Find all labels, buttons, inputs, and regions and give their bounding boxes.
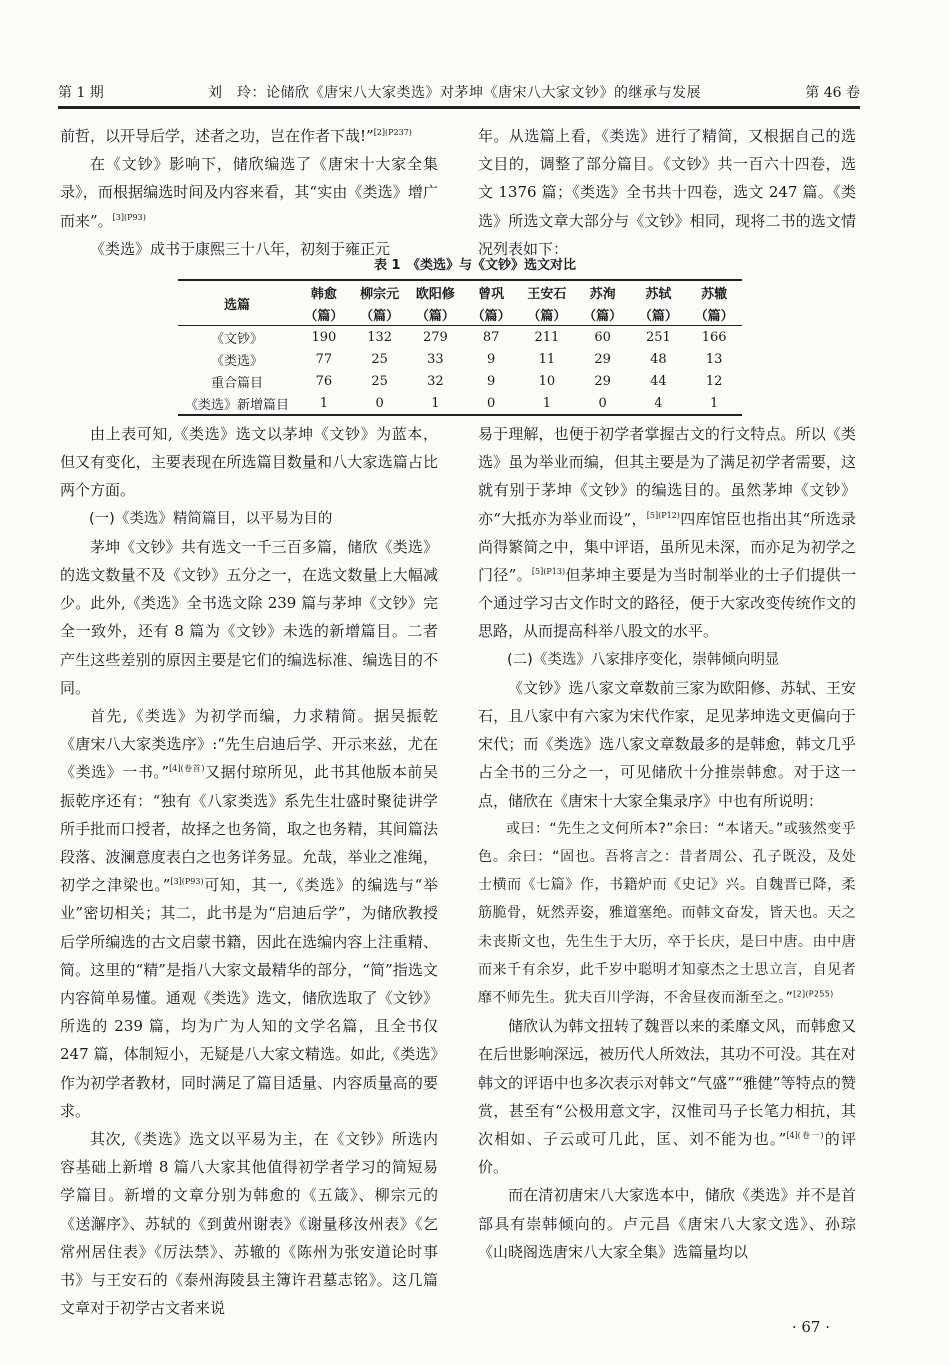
paragraph: 储欣认为韩文扭转了魏晋以来的柔靡文风，而韩愈又在后世影响深远，被历代人所效法，其功不可没。其在对韩文的评语中也多次表示对韩文“气盛”“雅健”等特点的赞赏，甚至有“公极用意文字，汉惟司马子长笔力相抗，其次相如、子云或可几此，匡、刘不能为也。”$^{[4](卷一)}$的评价。 [478, 1017, 856, 1177]
table-cell: 29 [594, 351, 611, 367]
row-label: 《类选》 [210, 353, 263, 369]
author-header: 苏洵 [589, 286, 616, 302]
unit-header: （篇） [686, 303, 742, 326]
running-header [58, 74, 860, 108]
top-left-column [60, 122, 438, 263]
bottom-right-column [478, 420, 856, 1266]
unit-header: （篇） [463, 303, 519, 326]
paragraph: 易于理解，也便于初学者掌握古文的行文特点。所以《类选》虽为举业而编，但其主要是为了满足初学者需要，这就有别于茅坤《文钞》的编选目的。虽然茅坤《文钞》亦“大抵亦为举业而设”，$^{[5](P12)}$四库馆臣也指出其“所选录尚得繁简之中，集中评语，虽所见未深，而亦足为初学之门径”。$^{[5](P13)}$但茅坤主要是为当时制举业的士子们提供一个通过学习古文作时文的路径，便于大家改变传统作文的思路，从而提高科举八股文的水平。 [478, 425, 856, 641]
paragraph: 《类选》成书于康熙三十八年，初刻于雍正元 [90, 239, 391, 258]
table-cell: 1 [319, 395, 329, 411]
page-number: · 67 · [791, 1318, 830, 1336]
table-cell: 29 [594, 373, 611, 389]
author-header: 韩愈 [310, 286, 337, 302]
paragraph: 在《文钞》影响下，储欣编选了《唐宋十大家全集录》，而根据编选时间及内容来看，其“实由《类选》增广而来”。$^{[3](P93)}$ [60, 155, 438, 230]
unit-header: （篇） [352, 303, 408, 326]
table-cell: 12 [705, 373, 723, 389]
author-header: 王安石 [527, 286, 567, 302]
table-cell: 25 [371, 351, 388, 367]
paragraph: 由上表可知,《类选》选文以茅坤《文钞》为蓝本，但又有变化，主要表现在所选篇目数量和八大家选篇占比两个方面。 [60, 425, 438, 500]
row-label: 《文钞》 [210, 331, 263, 347]
table-cell: 1 [709, 395, 719, 411]
table-cell: 0 [598, 395, 607, 411]
citation: [5](P12) [646, 510, 680, 520]
author-header: 欧阳修 [415, 286, 455, 302]
table-cell: 1 [542, 395, 552, 411]
author-header: 苏轼 [645, 286, 672, 302]
citation: [2](P255) [793, 989, 834, 999]
table-row [178, 326, 742, 349]
citation: [2](P237) [373, 128, 412, 137]
paragraph: 前哲，以开导后学，述者之功，岂在作者下哉!”$^{[2](P237)}$ [60, 127, 412, 145]
table-cell: 132 [367, 329, 393, 345]
table-caption: 表 1 《类选》与《文钞》选文对比 [373, 258, 577, 273]
section-heading: (二)《类选》八家排序变化，崇韩倾向明显 [507, 651, 780, 668]
header-rule [58, 108, 860, 109]
table-row [178, 348, 742, 370]
table-cell: 60 [594, 329, 611, 345]
table-row [178, 370, 742, 392]
table-cell: 0 [375, 395, 384, 411]
table-cell: 9 [486, 373, 496, 389]
citation: [3](P93) [170, 877, 204, 887]
citation: [5](P13) [531, 567, 566, 577]
paragraph: 年。从选篇上看，《类选》进行了精简，又根据自己的选文目的，调整了部分篇目。《文钞》共一百六十四卷，选文 1376 篇；《类选》全书共十四卷，选文 247 篇。《类选》所选文章大部分与《文钞》相同，现将二书的选文情况列表如下： [478, 127, 856, 258]
table-cell: 0 [486, 395, 496, 411]
table-cell: 11 [538, 351, 556, 367]
table-cell: 77 [315, 351, 333, 367]
table-cell: 4 [654, 395, 663, 411]
table-cell: 76 [315, 373, 333, 389]
block-quote: 或曰：“先生之文何所本?”余曰：“本诸天。”或骇然变乎色。余曰：“固也。吾将言之：昔者周公、孔子既没，及处士横而《七篇》作，书籍炉而《史记》兴。自魏晋已降，柔筋脆骨，妩然弄姿，雅道塞绝。而韩文奋发，皆天也。天之未丧斯文也，先生生于大历，卒于长庆，是曰中唐。由中唐而来千有余岁，此千岁中聪明才知豪杰之士思立言，自见者靡不师先生。犹夫百川学海，不舍昼夜而渐至之。”$^{[2](P255)}$ [478, 820, 856, 1007]
row-label: 重合篇目 [210, 375, 263, 391]
table-cell: 251 [645, 329, 671, 345]
author-header: 曾巩 [478, 286, 505, 302]
top-right-column [478, 122, 856, 263]
unit-header: （篇） [575, 303, 631, 326]
table-cell: 1 [431, 395, 440, 411]
bottom-left-column [60, 420, 438, 1323]
table-cell: 9 [486, 351, 496, 367]
citation: [4](卷一) [786, 1131, 824, 1141]
table-cell: 33 [427, 351, 444, 367]
table-cell: 44 [650, 373, 667, 389]
issue-number: 第 1 期 [58, 85, 104, 101]
table-cell: 279 [422, 329, 448, 345]
table-cell: 25 [371, 373, 388, 389]
table-cell: 48 [650, 351, 667, 367]
table-cell: 10 [538, 373, 556, 389]
paragraph: 而在清初唐宋八大家选本中，储欣《类选》并不是首部具有崇韩倾向的。卢元昌《唐宋八大家文选》、孙琮《山晓阁选唐宋八大家全集》选篇量均以 [478, 1186, 856, 1261]
section-heading: (一)《类选》精简篇目，以平易为目的 [89, 510, 333, 527]
table-row [178, 392, 742, 415]
paragraph: 《文钞》选八家文章数前三家为欧阳修、苏轼、王安石，且八家中有六家为宋代作家，足见茅坤选文更偏向于宋代；而《类选》选八家文章数最多的是韩愈，韩文几乎占全书的三分之一，可见储欣十分推崇韩愈。对于这一点，储欣在《唐宋十大家全集录序》中也有所说明： [478, 678, 856, 810]
volume-number: 第 46 卷 [805, 85, 860, 101]
unit-header: （篇） [296, 303, 352, 326]
unit-header: （篇） [519, 303, 575, 326]
table-cell: 13 [705, 351, 723, 367]
table-cell: 211 [534, 329, 560, 345]
table-cell: 87 [482, 329, 500, 345]
citation: [3](P93) [112, 212, 146, 222]
author-header: 苏辙 [701, 286, 728, 302]
running-title: 刘 玲：论储欣《唐宋八大家类选》对茅坤《唐宋八大家文钞》的继承与发展 [208, 85, 702, 101]
paragraph: 茅坤《文钞》共有选文一千三百多篇，储欣《类选》的选文数量不及《文钞》五分之一，在选文数量上大幅减少。此外,《类选》全书选文除 239 篇与茅坤《文钞》完全一致外，还有 8 篇为《文钞》未选的新增篇目。二者产生这些差别的原因主要是它们的编选标准、编选目的不同。 [60, 537, 438, 697]
table-cell: 190 [311, 329, 337, 345]
paragraph: 其次,《类选》选文以平易为主，在《文钞》所选内容基础上新增 8 篇八大家其他值得初学者学习的简短易学篇目。新增的文章分别为韩愈的《五箴》、柳宗元的《送澥序》、苏轼的《到黄州谢表》《谢量移汝州表》《乞常州居住表》《厉法禁》、苏辙的《陈州为张安道论时事书》与王安石的《泰州海陵县主簿许君墓志铭》。这几篇文章对于初学古文者来说 [60, 1130, 438, 1318]
author-header: 柳宗元 [360, 286, 400, 302]
unit-header: （篇） [408, 303, 464, 326]
table-cell: 32 [427, 373, 444, 389]
row-label: 《类选》新增篇目 [184, 397, 289, 413]
paragraph: 首先,《类选》为初学而编，力求精简。据吴振乾《唐宋八大家类选序》:“先生启迪后学、开示来兹，尤在《类选》一书。”$^{[4](卷首)}$又据付琼所见，此书其他版本前吴振乾序还有：“独有《八家类选》系先生壮盛时聚徒讲学所手批而口授者，故择之也务简，取之也务精，其间篇法段落、波澜意度表白之也务详务显。允哉，举业之准绳，初学之津梁也。”$^{[3](P93)}$可知，其一,《类选》的编选与“举业”密切相关；其二，此书是为“启迪后学”，为储欣教授后学所编选的古文启蒙书籍，因此在选编内容上注重精、简。这里的“精”是指八大家文最精华的部分，“简”指选文内容简单易懂。通观《类选》选文，储欣选取了《文钞》所选的 239 篇，均为广为人知的文学名篇，且全书仅 247 篇，体制短小，无疑是八大家文精选。如此,《类选》作为初学者教材，同时满足了篇目适量、内容质量高的要求。 [60, 707, 438, 1120]
citation: [4](卷首) [169, 764, 205, 774]
table-corner-header: 选篇 [178, 280, 296, 326]
table-cell: 166 [701, 329, 727, 345]
unit-header: （篇） [631, 303, 687, 326]
comparison-table [178, 279, 742, 416]
